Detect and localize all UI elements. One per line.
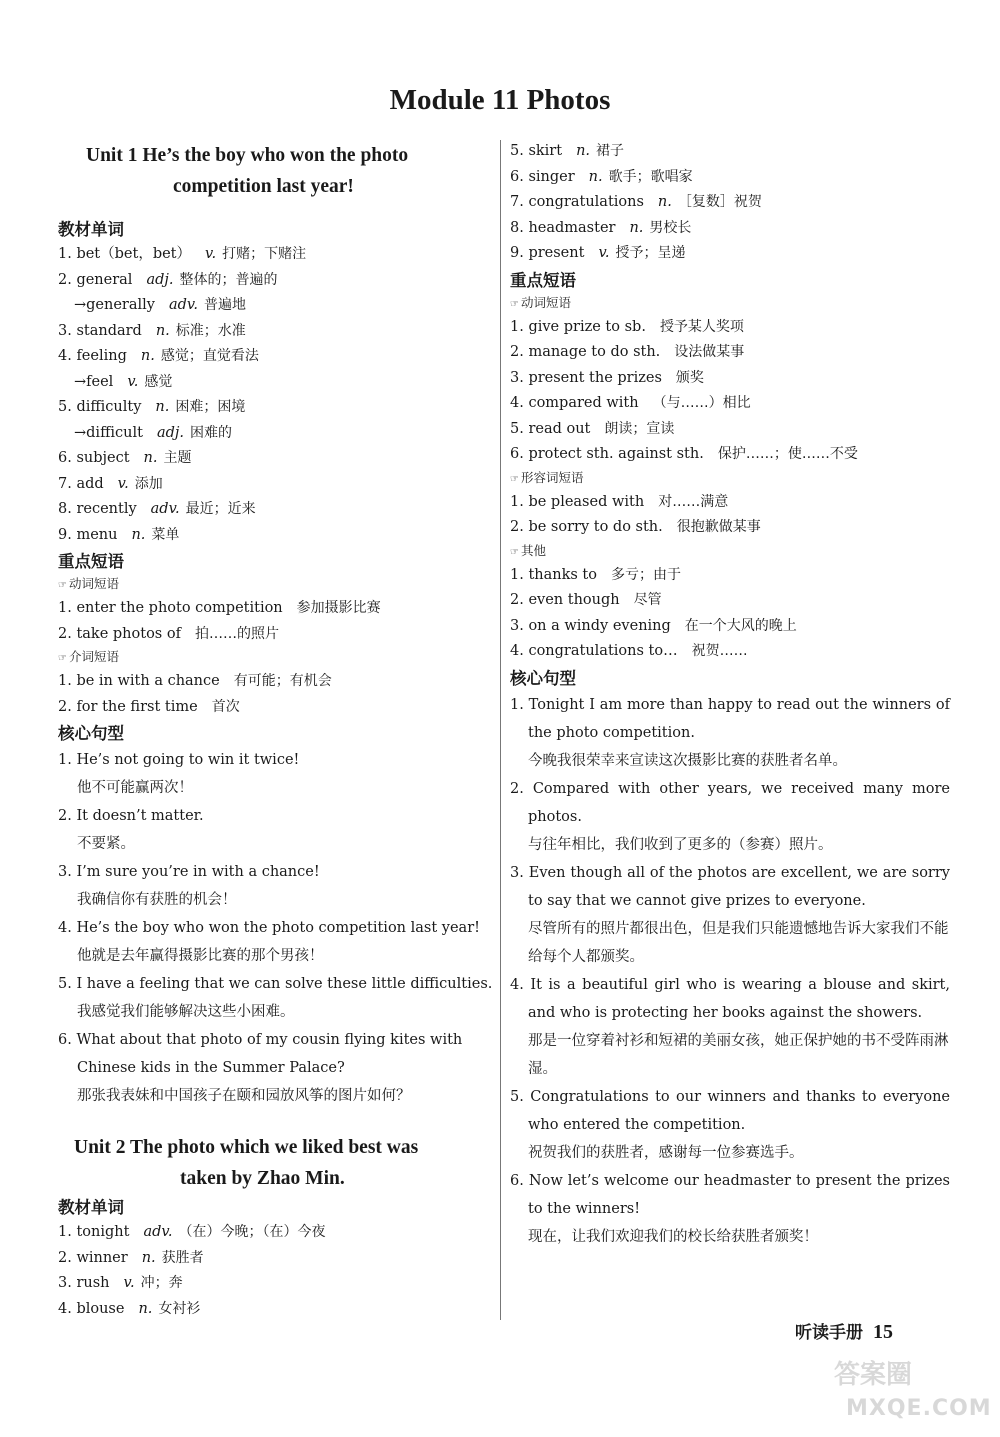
vocab-item <box>510 216 950 242</box>
phrase-item <box>510 340 950 366</box>
vocab-word: 1. tonight <box>58 1224 130 1240</box>
phrase-en: 1. be in with a chance <box>58 673 220 689</box>
phrase-en: 4. compared with <box>510 395 639 411</box>
phrase-item <box>58 622 498 648</box>
sentence-en: 6. What about that photo of my cousin flying kites with Chinese kids in the Summer Palace? <box>58 1032 463 1076</box>
pointer-icon: ☞ <box>58 653 67 664</box>
vocab-word: 4. feeling <box>58 348 127 364</box>
sentence-item <box>510 859 950 971</box>
watermark-text: 答案圈 <box>834 1360 913 1390</box>
vocab-item <box>58 446 498 472</box>
vocab-meaning: 歌手；歌唱家 <box>608 168 693 185</box>
vocab-item <box>58 395 498 421</box>
unit2-title-line2: taken by Zhao Min. <box>180 1168 345 1189</box>
sentence-en: 2. It doesn’t matter. <box>58 808 204 824</box>
phrase-zh: 设法做某事 <box>674 344 745 360</box>
left-column <box>58 140 498 1322</box>
phrase-en: 1. give prize to sb. <box>510 318 646 335</box>
sentence-zh: 他就是去年赢得摄影比赛的那个男孩！ <box>77 948 324 964</box>
phrase-en: 2. be sorry to do sth. <box>510 519 663 535</box>
vocab-item <box>510 241 950 267</box>
phrase-en: 2. even though <box>510 592 620 608</box>
vocab-item <box>58 293 498 319</box>
phrase-item <box>510 366 950 392</box>
vocab-meaning: 困难的 <box>189 424 232 441</box>
sentence-en: 1. Tonight I am more than happy to read out the winners of the photo competition. <box>510 696 950 741</box>
sentence-item <box>510 691 950 775</box>
vocab-pos: v. <box>123 1275 135 1291</box>
phrase-en: 3. present the prizes <box>510 369 662 386</box>
phrase-en: 1. enter the photo competition <box>58 600 283 616</box>
vocab-meaning: 菜单 <box>151 526 180 543</box>
vocab-pos: n. <box>629 219 644 236</box>
vocab-pos: v. <box>127 373 139 390</box>
vocab-meaning: 获胜者 <box>161 1249 204 1266</box>
vocab-meaning: ［复数］祝贺 <box>677 194 762 210</box>
sentence-zh: 与往年相比，我们收到了更多的（参赛）照片。 <box>528 836 833 853</box>
vocab-pos: adv. <box>150 501 180 517</box>
vocab-item <box>510 139 950 165</box>
page-title: Module 11 Photos <box>389 84 611 116</box>
unit1-title-line2: competition last year! <box>173 176 354 197</box>
vocab-meaning: 主题 <box>163 450 192 466</box>
sentence-zh: 不要紧。 <box>77 836 135 852</box>
vocab-item <box>58 242 498 268</box>
vocab-item <box>58 497 498 523</box>
vocab-word: →generally <box>74 297 155 313</box>
phrase-en: 1. be pleased with <box>510 493 645 510</box>
sentence-item <box>510 971 950 1083</box>
phrase-item <box>58 695 498 721</box>
phrase-en: 6. protect sth. against sth. <box>510 446 704 462</box>
unit2-verb-label: ☞ 动词短语 <box>510 294 571 310</box>
unit1-prep-phrases <box>58 669 498 720</box>
sentence-zh: 现在，让我们欢迎我们的校长给获胜者颁奖！ <box>528 1228 818 1245</box>
sentence-item <box>510 775 950 859</box>
unit1-vocab-heading: 教材单词 <box>58 220 124 239</box>
vocab-pos: n. <box>131 526 146 543</box>
vocab-word: →difficult <box>74 424 143 441</box>
vocab-meaning: 冲；奔 <box>140 1275 183 1291</box>
vocab-meaning: 感觉；直觉看法 <box>160 348 259 364</box>
sentence-zh: 我确信你有获胜的机会！ <box>77 892 237 908</box>
phrase-item <box>510 442 950 468</box>
phrase-zh: 授予某人奖项 <box>659 318 744 335</box>
phrase-item <box>510 417 950 443</box>
phrase-zh: 参加摄影比赛 <box>296 600 381 616</box>
phrase-item <box>510 614 950 640</box>
unit2-title-line1: Unit 2 The photo which we liked best was <box>74 1137 419 1158</box>
vocab-item <box>58 344 498 370</box>
phrase-zh: 很抱歉做某事 <box>676 519 761 535</box>
sentence-item <box>510 1083 950 1167</box>
pointer-icon: ☞ <box>510 473 519 485</box>
phrase-item <box>510 515 950 541</box>
unit2-vocab-heading: 教材单词 <box>58 1198 124 1217</box>
sentence-item <box>58 914 498 970</box>
sentence-en: 1. He’s not going to win it twice! <box>58 752 300 768</box>
unit1-title-line1: Unit 1 He’s the boy who won the photo <box>86 145 409 166</box>
phrase-zh: 对……满意 <box>658 493 729 510</box>
unit1-phrase-heading: 重点短语 <box>58 552 124 571</box>
vocab-item <box>58 1246 498 1272</box>
vocab-item <box>58 1220 498 1246</box>
phrase-en: 3. on a windy evening <box>510 617 671 634</box>
vocab-item <box>510 165 950 191</box>
sentence-en: 6. Now let’s welcome our headmaster to present the prizes to the winners! <box>510 1172 950 1217</box>
sentence-en: 5. Congratulations to our winners and thanks to everyone who entered the competition. <box>510 1088 950 1133</box>
unit1-sentence-heading: 核心句型 <box>58 724 124 743</box>
sentence-zh: 我感觉我们能够解决这些小困难。 <box>77 1004 295 1020</box>
vocab-item <box>58 268 498 294</box>
phrase-zh: （与……）相比 <box>652 395 751 411</box>
vocab-word: 2. general <box>58 271 133 288</box>
vocab-item <box>58 1271 498 1297</box>
phrase-en: 2. manage to do sth. <box>510 344 661 360</box>
unit2-other-phrases <box>510 563 950 665</box>
unit1-sentences <box>58 746 498 1110</box>
pointer-icon: ☞ <box>510 298 519 310</box>
sentence-zh: 尽管所有的照片都很出色，但是我们只能遗憾地告诉大家我们不能给每个人都颁奖。 <box>528 920 949 965</box>
vocab-word: 8. headmaster <box>510 219 616 236</box>
watermark-logo <box>828 1340 992 1430</box>
unit1-verb-label: ☞ 动词短语 <box>58 576 119 591</box>
sentence-en: 4. It is a beautiful girl who is wearing a blouse and skirt, and who is protecting her books against the showers. <box>510 976 950 1021</box>
unit2-adj-phrases <box>510 490 950 541</box>
vocab-word: 4. blouse <box>58 1300 125 1317</box>
sentence-item <box>58 746 498 802</box>
vocab-pos: adj. <box>146 271 174 288</box>
vocab-pos: n. <box>576 143 591 159</box>
vocab-meaning: 困难；困境 <box>175 399 246 415</box>
sentence-item <box>510 1167 950 1251</box>
phrase-item <box>510 490 950 516</box>
vocab-meaning: 裙子 <box>596 143 625 159</box>
vocab-word: 7. congratulations <box>510 194 644 210</box>
vocab-pos: adv. <box>143 1224 173 1240</box>
vocab-meaning: 普遍地 <box>204 297 246 313</box>
vocab-item <box>58 319 498 345</box>
vocab-item <box>58 472 498 498</box>
vocab-meaning: 感觉 <box>144 373 173 390</box>
phrase-en: 5. read out <box>510 420 591 437</box>
phrase-zh: 在一个大风的晚上 <box>684 617 797 634</box>
phrase-item <box>510 315 950 341</box>
sentence-zh: 那张我表妹和中国孩子在颐和园放风筝的图片如何？ <box>77 1088 411 1104</box>
vocab-pos: n. <box>138 1300 153 1317</box>
sentence-en: 3. I’m sure you’re in with a chance! <box>58 864 320 880</box>
vocab-item <box>58 370 498 396</box>
phrase-zh: 朗读；宣读 <box>604 420 675 437</box>
column-divider <box>500 140 501 1320</box>
unit1-title <box>58 140 498 202</box>
pointer-icon: ☞ <box>510 546 519 558</box>
sentence-item <box>58 970 498 1026</box>
vocab-word: 3. standard <box>58 322 142 339</box>
phrase-zh: 有可能；有机会 <box>233 673 332 689</box>
phrase-zh: 保护……；使……不受 <box>717 446 858 462</box>
phrase-en: 2. for the first time <box>58 698 198 715</box>
vocab-meaning: 最近；近来 <box>185 501 256 517</box>
vocab-word: 2. winner <box>58 1249 128 1266</box>
vocab-item <box>510 190 950 216</box>
sentence-zh: 祝贺我们的获胜者，感谢每一位参赛选手。 <box>528 1144 804 1161</box>
phrase-zh: 尽管 <box>633 592 662 608</box>
sentence-en: 5. I have a feeling that we can solve these little difficulties. <box>58 976 493 992</box>
sentence-item <box>58 1026 498 1110</box>
pointer-icon: ☞ <box>58 580 67 591</box>
unit1-vocab-list <box>58 242 498 548</box>
unit2-other-label: ☞ 其他 <box>510 542 546 558</box>
vocab-meaning: 男校长 <box>649 219 692 236</box>
phrase-zh: 首次 <box>211 698 240 715</box>
vocab-pos: n. <box>141 1249 156 1266</box>
phrase-en: 4. congratulations to… <box>510 643 678 659</box>
vocab-word: 3. rush <box>58 1275 110 1291</box>
vocab-meaning: 授予；呈递 <box>615 245 686 261</box>
phrase-en: 2. take photos of <box>58 625 181 642</box>
phrase-item <box>510 391 950 417</box>
unit2-verb-phrases <box>510 315 950 468</box>
watermark-url: MXQE.COM <box>846 1396 992 1421</box>
unit2-vocab-list-right <box>510 139 950 267</box>
vocab-pos: n. <box>140 348 155 364</box>
vocab-word: 9. present <box>510 245 585 261</box>
vocab-pos: n. <box>657 194 672 210</box>
vocab-meaning: 打赌；下赌注 <box>222 246 307 262</box>
footer-label: 听读手册 <box>795 1323 863 1343</box>
vocab-item <box>58 421 498 447</box>
phrase-item <box>510 639 950 665</box>
vocab-meaning: （在）今晚；（在）今夜 <box>178 1224 326 1240</box>
phrase-item <box>510 588 950 614</box>
vocab-pos: adv. <box>168 297 198 313</box>
vocab-word: 5. skirt <box>510 143 563 159</box>
vocab-word: 8. recently <box>58 501 137 517</box>
vocab-meaning: 标准；水准 <box>175 322 246 339</box>
vocab-item <box>58 523 498 549</box>
vocab-pos: v. <box>598 245 610 261</box>
vocab-pos: v. <box>117 475 129 492</box>
sentence-zh: 那是一位穿着衬衫和短裙的美丽女孩，她正保护她的书不受阵雨淋湿。 <box>528 1032 949 1077</box>
unit2-sentences <box>510 691 950 1251</box>
phrase-en: 1. thanks to <box>510 566 597 583</box>
phrase-zh: 祝贺…… <box>691 643 748 659</box>
vocab-pos: n. <box>588 168 603 185</box>
sentence-item <box>58 858 498 914</box>
vocab-pos: n. <box>143 450 158 466</box>
vocab-word: 6. singer <box>510 168 575 185</box>
vocab-word: 1. bet（bet，bet） <box>58 246 192 262</box>
unit2-title <box>58 1132 498 1194</box>
unit2-phrase-heading: 重点短语 <box>510 270 576 290</box>
unit1-verb-phrases <box>58 596 498 647</box>
sentence-item <box>58 802 498 858</box>
phrase-zh: 拍……的照片 <box>194 625 279 642</box>
phrase-zh: 多亏；由于 <box>611 566 681 583</box>
vocab-pos: n. <box>155 322 170 339</box>
page-number: 15 <box>873 1321 893 1343</box>
vocab-item <box>58 1297 498 1323</box>
sentence-en: 2. Compared with other years, we received many more photos. <box>510 780 950 825</box>
sentence-en: 3. Even though all of the photos are excellent, we are sorry to say that we cannot give prizes to everyone. <box>510 864 950 909</box>
unit2-sentence-heading: 核心句型 <box>510 668 576 688</box>
vocab-word: 5. difficulty <box>58 399 142 415</box>
vocab-word: 7. add <box>58 475 104 492</box>
right-column <box>510 140 950 1251</box>
vocab-pos: v. <box>205 246 217 262</box>
vocab-word: 9. menu <box>58 526 118 543</box>
vocab-word: →feel <box>74 373 114 390</box>
vocab-word: 6. subject <box>58 450 130 466</box>
vocab-meaning: 整体的；普遍的 <box>179 271 278 288</box>
vocab-meaning: 女衬衫 <box>158 1300 201 1317</box>
sentence-en: 4. He’s the boy who won the photo competition last year! <box>58 920 480 936</box>
unit2-adj-label: ☞ 形容词短语 <box>510 469 584 485</box>
vocab-pos: n. <box>155 399 170 415</box>
phrase-zh: 颁奖 <box>675 369 704 386</box>
phrase-item <box>58 596 498 622</box>
unit2-vocab-list-left <box>58 1220 498 1322</box>
phrase-item <box>58 669 498 695</box>
sentence-zh: 今晚我很荣幸来宣读这次摄影比赛的获胜者名单。 <box>528 752 847 769</box>
unit1-prep-label: ☞ 介词短语 <box>58 649 119 664</box>
vocab-pos: adj. <box>156 424 184 441</box>
phrase-item <box>510 563 950 589</box>
sentence-zh: 他不可能赢两次！ <box>77 780 193 796</box>
vocab-meaning: 添加 <box>134 475 163 492</box>
